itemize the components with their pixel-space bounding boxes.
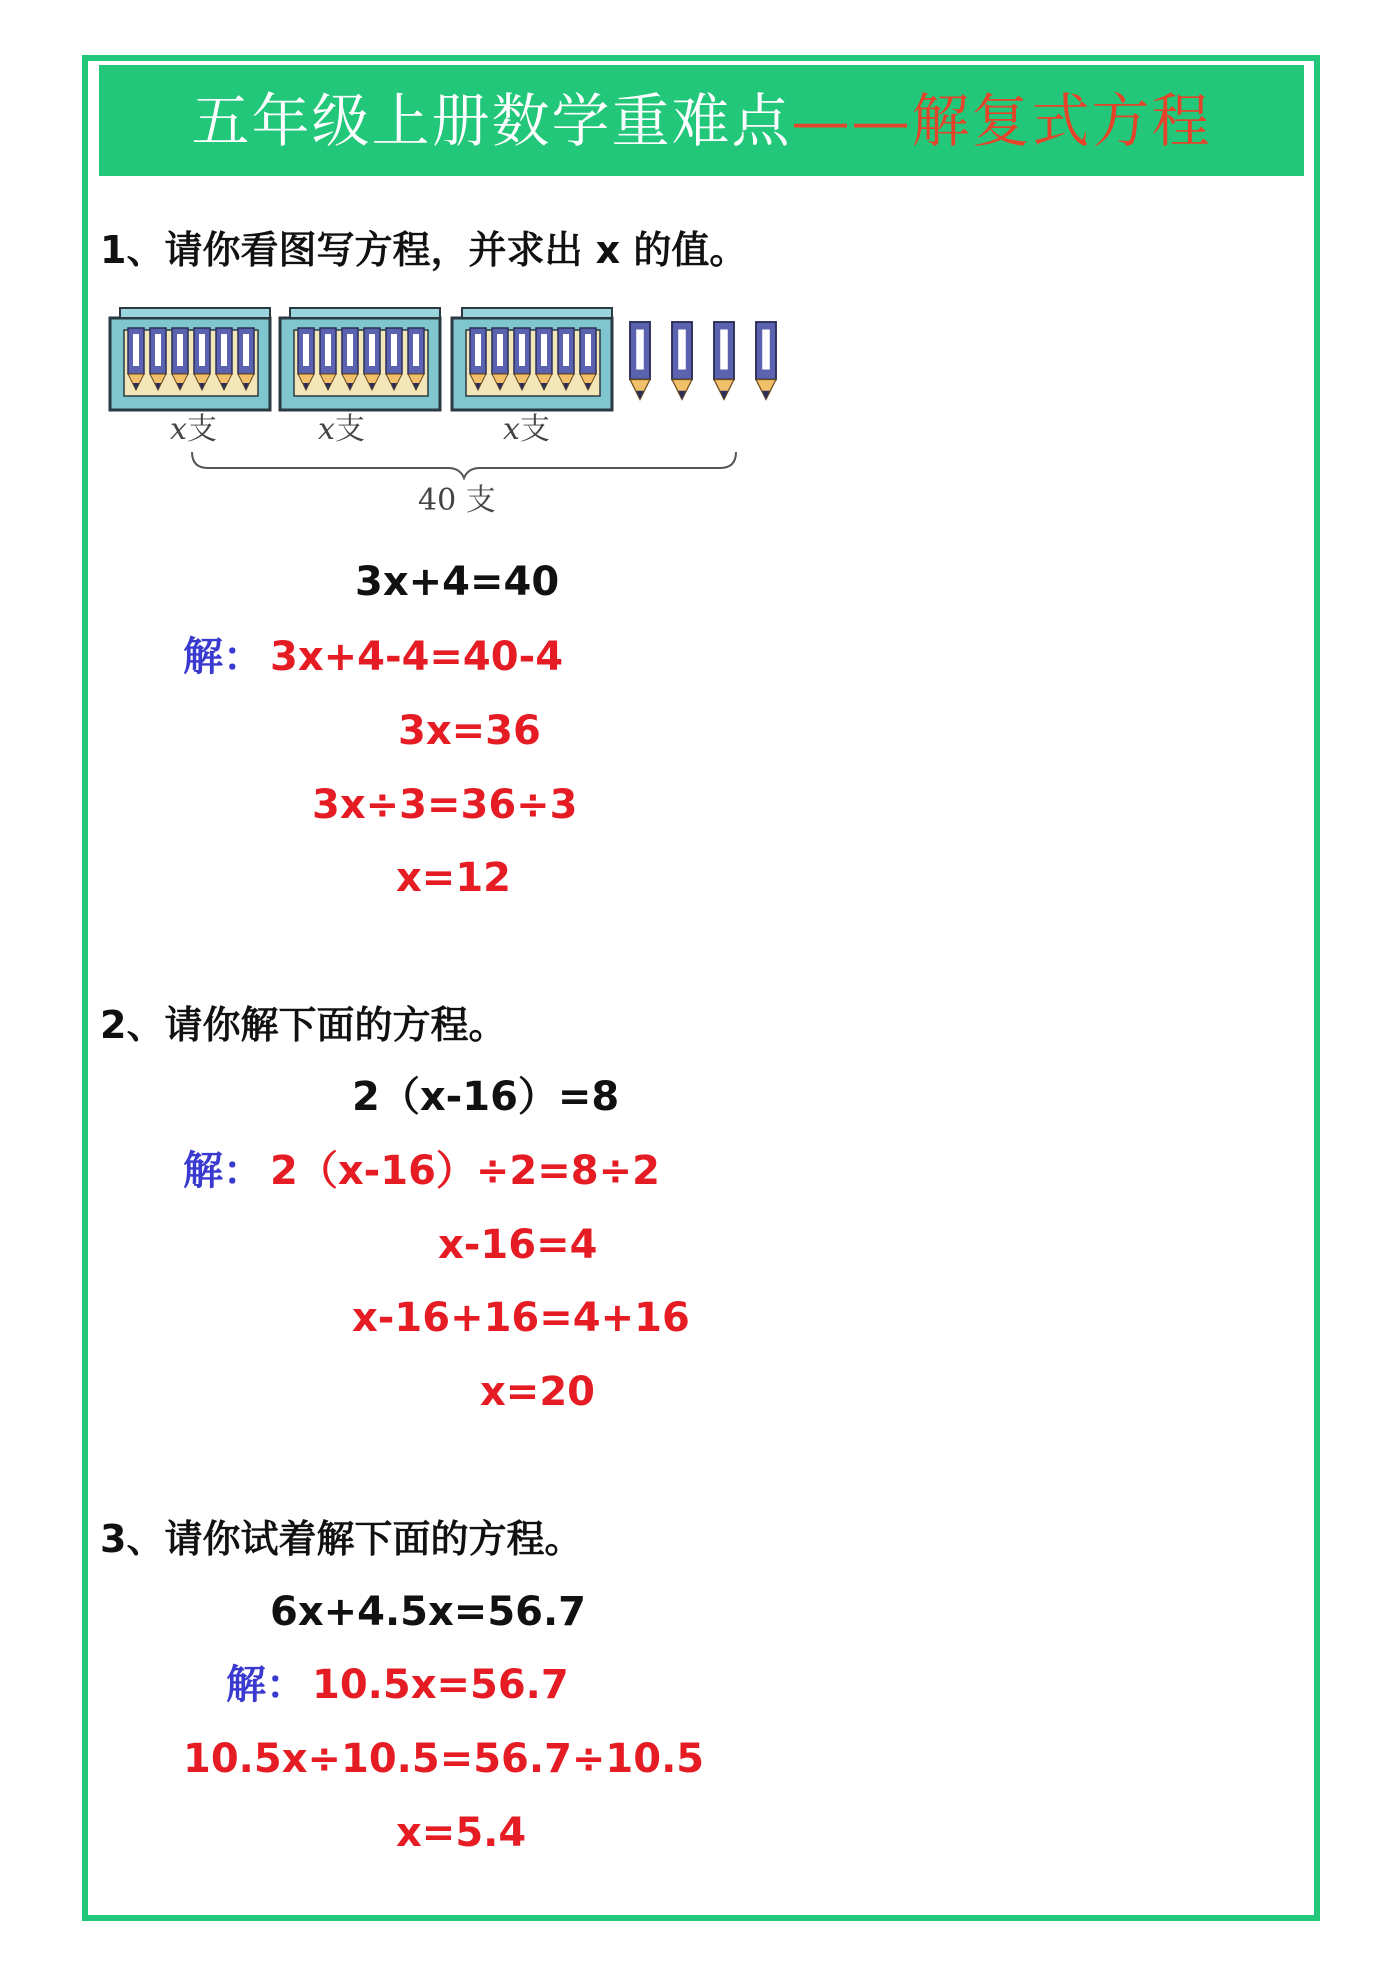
box-label-2: x支 — [318, 412, 365, 447]
q2-step-3: x-16+16=4+16 — [352, 1295, 690, 1341]
q2-step-1: 2（x-16）÷2=8÷2 — [270, 1148, 660, 1194]
box-label-3: x支 — [503, 412, 550, 447]
title-main: 五年级上册数学重难点 — [191, 87, 792, 155]
q3-step-1: 10.5x=56.7 — [312, 1662, 569, 1708]
q1-step-3: 3x÷3=36÷3 — [312, 782, 578, 828]
title-sub: ——解复式方程 — [791, 87, 1212, 155]
q2-solve-label: 解： — [183, 1148, 263, 1194]
q3-equation: 6x+4.5x=56.7 — [270, 1589, 587, 1635]
q1-step-1: 3x+4-4=40-4 — [270, 634, 564, 680]
total-label: 40 支 — [418, 483, 496, 518]
loose-pencil-4 — [756, 322, 776, 400]
page-title — [99, 87, 1304, 155]
q1-solve-label: 解： — [183, 634, 263, 680]
q2-step-4: x=20 — [480, 1369, 595, 1415]
question-3-prompt: 3、请你试着解下面的方程。 — [100, 1517, 583, 1561]
q1-equation: 3x+4=40 — [355, 559, 560, 605]
pencil-box-2 — [280, 308, 440, 410]
box-label-1: x支 — [170, 412, 217, 447]
loose-pencil-1 — [630, 322, 650, 400]
loose-pencil-2 — [672, 322, 692, 400]
q2-equation: 2（x-16）=8 — [352, 1074, 620, 1120]
pencil-figure — [108, 300, 808, 530]
loose-pencil-3 — [714, 322, 734, 400]
q2-step-2: x-16=4 — [438, 1222, 598, 1268]
pencil-box-1 — [110, 308, 270, 410]
q3-step-3: x=5.4 — [396, 1810, 527, 1856]
q3-step-2: 10.5x÷10.5=56.7÷10.5 — [183, 1736, 705, 1782]
question-1-prompt: 1、请你看图写方程，并求出 x 的值。 — [100, 228, 748, 272]
q1-step-4: x=12 — [396, 855, 511, 901]
q1-step-2: 3x=36 — [398, 708, 541, 754]
pencil-box-3 — [452, 308, 612, 410]
q3-solve-label: 解： — [226, 1662, 306, 1708]
question-2-prompt: 2、请你解下面的方程。 — [100, 1003, 507, 1047]
title-banner — [99, 65, 1304, 176]
total-brace — [192, 452, 736, 478]
